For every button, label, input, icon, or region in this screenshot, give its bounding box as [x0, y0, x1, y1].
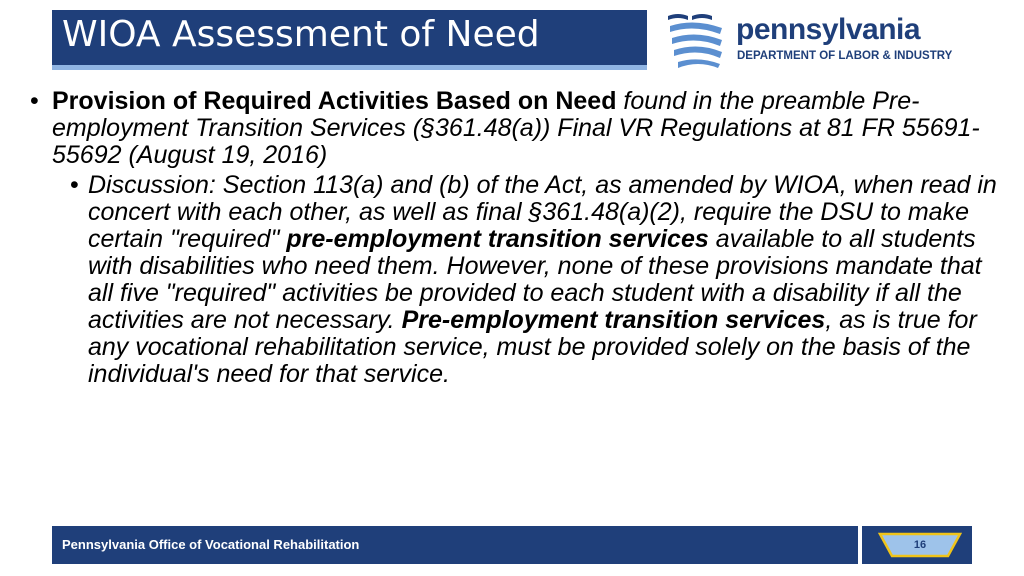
sub-bullet-bold-2: Pre-employment transition services [401, 306, 826, 334]
footer-bar [52, 526, 972, 564]
slide-content [30, 88, 1005, 388]
main-bullet [30, 88, 1005, 169]
pennsylvania-logo [664, 10, 984, 70]
sub-bullet-part-1: Discussion: Section 113(a) and (b) of the Act, as amended by WIOA, when read in concert with each other, as well as final §361.48(a)(2), require the DSU to make certain "required" [88, 171, 997, 253]
title-bar [52, 10, 647, 70]
slide-title: WIOA Assessment of Need [62, 14, 540, 55]
main-bullet-italic-rest: found in the preamble Pre-employment Transition Services (§361.48(a)) Final VR Regulations at 81 FR 55691-55692 (August 19, 2016) [52, 87, 980, 169]
footer-org-name: Pennsylvania Office of Vocational Rehabilitation [62, 537, 360, 552]
logo-department: DEPARTMENT OF LABOR & INDUSTRY [737, 50, 953, 62]
logo-name: pennsylvania [736, 13, 921, 46]
footer-divider [858, 526, 862, 564]
sub-bullet-part-2: available to all students with disabilities who need them. However, none of these provisions mandate that all five "required" activities be provided to each student with a disability if all the activities are not necessary. [88, 225, 982, 334]
sub-bullet [30, 172, 1005, 388]
bullet-icon: • [70, 171, 79, 199]
sub-bullet-part-3: , as is true for any vocational rehabilitation service, must be provided solely on the basis of the individual's need for that service. [88, 306, 977, 388]
sub-bullet-bold-1: pre-employment transition services [286, 225, 709, 253]
main-bullet-bold-lead: Provision of Required Activities Based on Need [52, 87, 617, 115]
bullet-icon: • [30, 87, 39, 115]
keystone-flag-icon [664, 10, 728, 68]
page-number: 16 [913, 539, 927, 551]
page-number-badge [878, 532, 962, 558]
